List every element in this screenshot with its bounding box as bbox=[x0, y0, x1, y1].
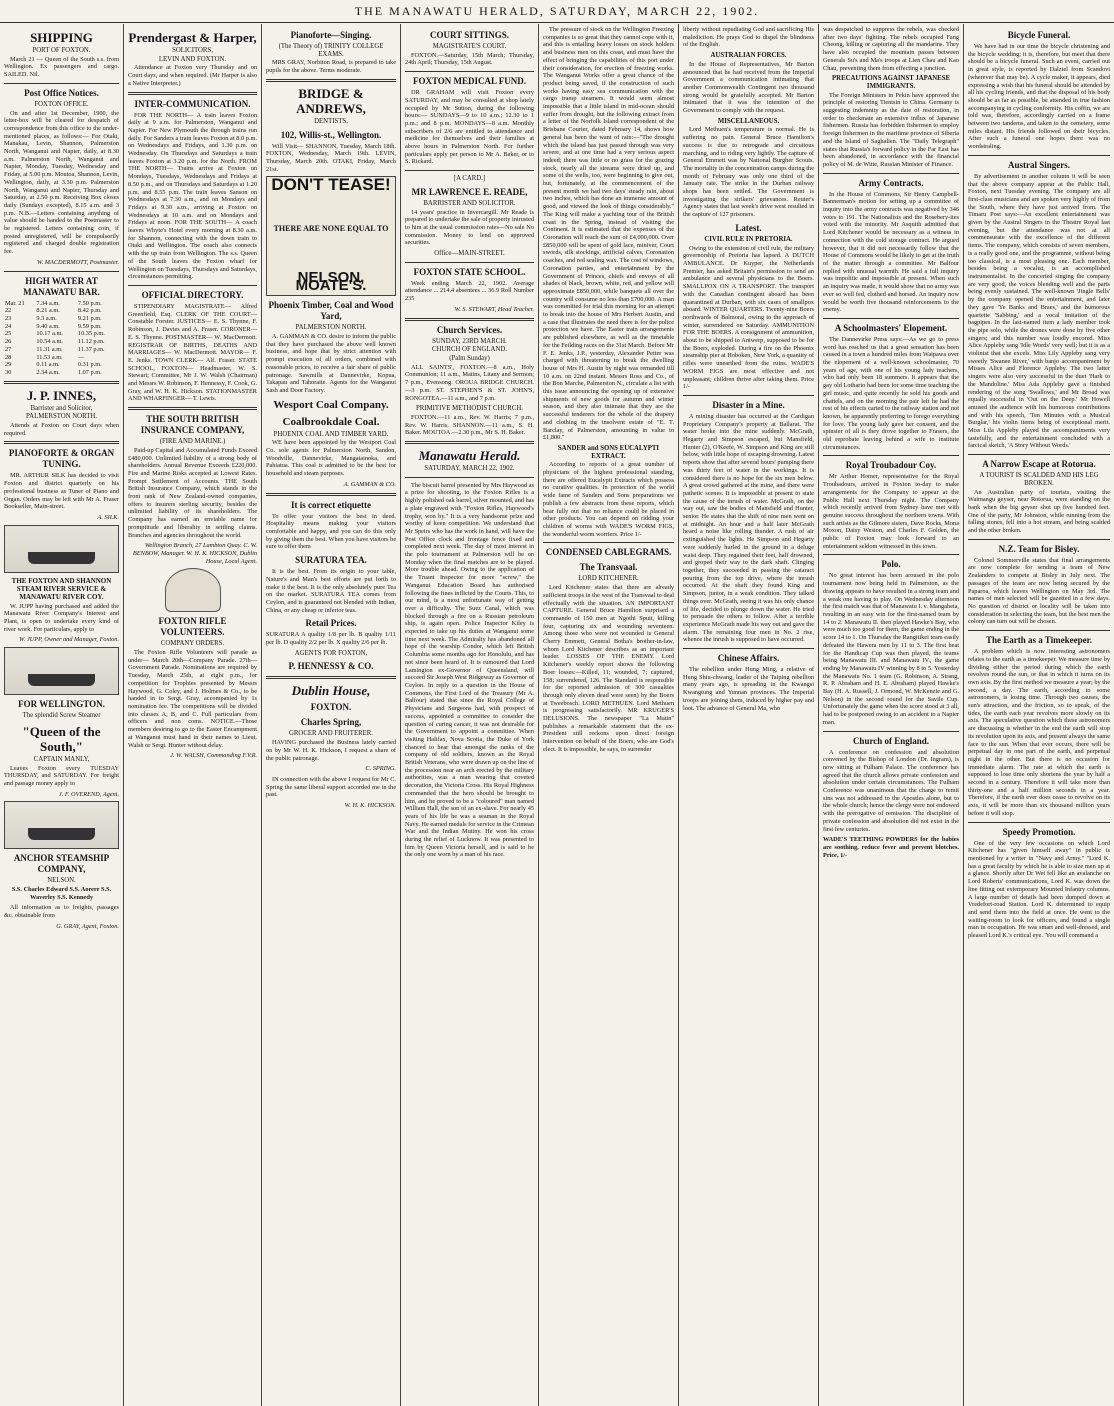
south-british-heading: THE SOUTH BRITISH INSURANCE COMPANY, bbox=[140, 414, 245, 436]
tide-cell: 7.34 a.m. bbox=[36, 299, 60, 307]
coalbrookdale-heading: Coalbrookdale Coal. bbox=[282, 415, 380, 428]
herald-nameplate: Manawatu Herald. bbox=[418, 448, 521, 464]
divider bbox=[4, 441, 119, 444]
tide-row bbox=[4, 361, 119, 369]
river-steamer-illustration bbox=[4, 525, 119, 573]
westport-coal-sub: PHOENIX COAL AND TIMBER YARD. bbox=[273, 430, 389, 438]
south-british-signature: Wellington Branch, 27 Lambton Quay. C. W. BENBOW, Manager. W. H. K. HICKSON, Dublin House, Local Agent. bbox=[132, 542, 257, 565]
post-office-heading: Post Office Notices. bbox=[24, 87, 99, 98]
suratura-text: It is the best. From its origin to your table, Nature's and Man's best efforts are put forth to make it the best. It is the only absolutely pure Tea on the market. SURATURA TEA comes from Ceylon, and is guaranteed not blended with Indian, China, or any cheap or inferior teas. bbox=[266, 568, 396, 614]
inter-communication-heading: INTER-COMMUNICATION. bbox=[134, 98, 251, 109]
tide-cell: 24 bbox=[5, 322, 12, 330]
dublin-house-trade: GROCER AND FRUITERER. bbox=[288, 730, 374, 738]
prendergast-sub: SOLICITORS, bbox=[172, 47, 213, 54]
tide-row bbox=[4, 338, 119, 346]
latest-text: Owing to the extension of civil rule, the military governorship of Pretoria has lapsed. A DUTCH AMBULANCE. Dr Kuyper, the Netherlands Premier, has asked Britain's permission to send an ambulance and several physicians to the Boers. SMALLPOX ON A TRANSPORT. The transport with the Canadian contingent aboard has been quarantined at Durban, with six cases of smallpox aboard. WINTER QUARTERS. Twenty-nine Boers northwards of Balmoral, owing to the approach of winter, surrendered on Saturday. AMMUNITION FOR THE BOERS. A consignment of ammunition, about to be shipped to Antwerp, supposed to be for the Boers, exploded. During a fire on the Phoenix steamship pier at Hoboken, New York, a quantity of rifles were unearthed from the ruins. WADE'S WORM FIGS are most effective and not unpleasant; children thrive after taking them. Price 1/- bbox=[683, 244, 814, 391]
transvaal-text: Lord Kitchener states that there are already sufficient troops in the west of the Transvaal to deal effectually with the situation. AN IMPORTANT CAPTURE. General Bruce Hamilton surprised a commando of 150 men at Ngothi Spuit, killing four, capturing six and wounding seventeen. Among those who were not wounded is General Cherry Emmett, General Botha's brother-in-law, whom Lord Kitchener describes as an important leader. LOSSES OF THE ENEMY. Lord Kitchener's weekly report shows the following Boer losses:—Killed, 11; wounded, 7; captured, 158; surrendered, 126. The Standard is responsible for the reported admission of 300 casualties through only eleven dead were seen) by the Boers at Tweebosch. LORD METHUEN. Lord Methuen is progressing satisfactorily. MR KRUGER'S DELUSIONS. The newspaper "La Matin" publishes a remarkable statement that the ex-President still reckons upon direct foreign intervention on behalf of the Boers, who are God's elect. It is impossible, he says, to surrender bbox=[543, 584, 674, 753]
cablegrams-heading: CONDENSED CABLEGRAMS. bbox=[545, 547, 672, 558]
tide-cell: 11.37 p.m. bbox=[77, 345, 105, 353]
suratura-heading: SURATURA TEA. bbox=[295, 555, 367, 566]
queen-text: Leaves Foxton every TUESDAY THURSDAY, and SATURDAY. For freight and passage money apply to bbox=[4, 764, 119, 787]
column-4 bbox=[401, 24, 539, 1406]
speedy-promotion-text: One of the very few occasions on which Lord Kitchener has "given himself away" in public is mentioned by a writer in "Navy and Army." "Lord K. has a great faculty by which he is able to size men up at a glance. Shortly after Dr Wet fell like an avalanche on Lord Roberts' communications, Lord K. was down the line fitting out extemporary Mounted Infantry columns. A large number of details had been dumped down at Vredefort-road Station. Lord K. determined to equip and send them into the field at once. He went to the waiting-room to look for officers, and found a single man in occupation. He was smart and well-dressed, and pleased Lord K.'s critical eye. 'You will command a bbox=[968, 839, 1110, 940]
tide-heading: HIGH WATER AT MANAWATU BAR. bbox=[23, 275, 100, 297]
rifle-volunteers-signature: J. W. WALSH, Commanding F.V.R. bbox=[170, 752, 257, 760]
river-service-text: W. JUPP having purchased and added the Manawatu River Company's Interest and Plant, is open to undertake every kind of river work. For particulars, apply to bbox=[4, 602, 119, 633]
divider bbox=[405, 170, 534, 171]
bridge-andrews-address: 102, Willis-st., Wellington. bbox=[280, 129, 382, 140]
tide-cell: 9.59 p.m. bbox=[77, 322, 102, 330]
tide-cell: Mar. 21 bbox=[5, 299, 25, 307]
tide-cell: 11.12 p.m. bbox=[77, 338, 105, 346]
tide-cell: 9.3 a.m. bbox=[36, 314, 57, 322]
card-label: [A CARD.] bbox=[453, 175, 486, 183]
reade-text: 14 years' practice in Invercargill. Mr Reade is prepared to undertake the sale of property intrusted to him at the usual commission rates—No sale No commission. Money to lend on approved securities. bbox=[405, 208, 534, 247]
bicycle-funeral-text: We have had in our time the bicycle christening and the bicycle wedding; it is, therefore, but meet that there should be a bicycle funeral. Such an event, carried out in great style, is reported by Dalziel from Scandovi (wherever that may be). A cycle maker, it appears, died expressing a wish that his funeral should be attended by all his cycling friends, and that the disposal of his body should be as far as possible, be attended in true fashion accompanying in cycling conformity. His coffin, we are told was, therefore, accordingly carried on a frame between two tandems, and taken to the cemetery, some miles distant. His friends followed on their bicycles. After such a funeral one hopes there was no wordstraling. bbox=[968, 43, 1110, 151]
official-directory-text: STIPENDIARY MAGISTRATE— Alfred Greenfield, Esq. CLERK OF THE COURT— Constable Forster. JUSTICES— E. S. Thynne, F. Robinson, J. Davies and A. Fraser. CORONER— E. S. Thynne. POSTMASTER— W. MacDermott. REGISTRAR OF BIRTHS, DEATHS AND MARRIAGES— W. MacDermott. MAYOR— F. E. Jenks. TOWN CLERK— Alf. Fraser. STATE SCHOOL, FOXTON— Headmaster, W. S. Stewart; Committee, Mr J. W. Walsh (Chairman) and Messrs W. Robinson, F. Hennessy, F. Cook, G. Gray, and W. H. K. Hickson. STATIONMASTER AND WHARFINGER— T. Lewis. bbox=[128, 302, 257, 403]
tide-row bbox=[4, 307, 119, 315]
pianoforte-sub: (The Theory of) TRINITY COLLEGE EXAMS. bbox=[278, 43, 384, 58]
phoenix-timber-text: A. GAMMAN & CO. desire to inform the public that they have purchased the above well known business, and hope that by strict attention with prompt execution of all orders, combined with reasonable prices, to receive a fair share of public patronage. Sawmills at Dannevirke, Kopua, Takapau and Tahoraite. Agents for the Wanganui Sash and Door Factory. bbox=[266, 333, 396, 394]
piano-tuning-heading: PIANOFORTE & ORGAN TUNING. bbox=[8, 448, 115, 470]
column-3 bbox=[262, 24, 401, 1406]
state-school-heading: FOXTON STATE SCHOOL. bbox=[413, 266, 526, 277]
dublin-house-heading: Dublin House, bbox=[291, 683, 371, 699]
divider bbox=[405, 477, 534, 478]
tide-cell: 1.07 p.m. bbox=[77, 368, 102, 376]
divider bbox=[823, 173, 959, 174]
schoolmaster-elopement-text: The Dannevirke Press says:—As we go to press word has reached us that a great sensation has been caused in a town a hundred miles from Waipawa over the elopement of a well-known schoolmaster, 70 years of age, with one of his young lady teachers, who had only been 18 summers. It appears that the gay old Lothario had been for some time teaching the girl music, and quite recently he sold his goods and chattels, and on the morning the pair left he had the rest of his effects carted to the railway station and not known, he apparently preferring to forego everything for love. The young lady gave her consent, and the spinster of all is they drove together to Frasers, the old reprobate leaving behind a wife to institute circumstances. bbox=[823, 335, 959, 451]
divider bbox=[4, 271, 119, 272]
australian-forces-heading: AUSTRALIAN FORCES. bbox=[710, 52, 787, 60]
tide-cell: 23 bbox=[5, 314, 12, 322]
narrow-escape-text: An Australian party of tourists, visiting the Waimangu geyser, near Rotorua, were standing on the bank when the big geyser shot up five hundred feet. One of the party, Mr Johnston, while running from the falling stones, fell into a hot stream, and being scalded and the other broken. bbox=[968, 488, 1110, 535]
tide-cell: 8.21 a.m. bbox=[36, 307, 60, 315]
tide-cell: 25 bbox=[5, 330, 12, 338]
polo-heading: Polo. bbox=[881, 559, 901, 570]
tide-cell: 9.21 p.m. bbox=[77, 314, 102, 322]
tide-cell: 11.53 a.m. bbox=[36, 353, 63, 361]
divider bbox=[266, 676, 396, 679]
kitchener-heading: LORD KITCHENER. bbox=[578, 575, 639, 583]
divider bbox=[4, 381, 119, 384]
court-sittings-text: FOXTON.—Saturday, 15th March; Thursday, 24th April; Thursday, 15th August. bbox=[405, 51, 534, 67]
column-1 bbox=[0, 24, 124, 1406]
earth-timekeeper-text: A problem which is now interesting astronomers relates to the earth as a timekeeper. We measure time by dividing either the period during which the earth revolves round the sun, or that in which it turns on its own axis. By the first method we measure a year; by the second, a day. The earth, according to some astronomers, is losing time. Through two causes, the sun's attraction, and the friction, so to speak, of the tides, the earth each year revolves more slowly on its axis. The speculative question which these astronomers are discussing is whether in the end the earth will stop its revolution upon its axis, and present always the same face to the sun. When that ever occurs, there will be perpetual day in one part of the earth, and perpetual night in the other. But there is no occasion for immediate alarm. The rate at which the earth is supposed to lose time only shortens the year by half a second in a century. Therefore it will take more than thirty-one and a half million seconds in a year. Therefore, if the earth ever does cease to revolve on its axis, it will be more than six thousand million years before it will stop. bbox=[968, 648, 1110, 817]
tide-row bbox=[4, 315, 119, 323]
shipping-subheading: PORT OF FOXTON. bbox=[32, 47, 91, 54]
church-of-england-text: A conference on confession and absolution convened by the Bishop of London (Dr. Ingram), is now sitting at Fulham Palace. The conference has agreed that the church allows private confession and absolution under certain circumstances. The Fulham Conference was unanimous that the charge to remit sins was not addressed to the Apostles alone, but to the whole church; hence the clergy were not endowed with the prerogative of remission. The discipline of private confession and absolution did not exist in the first few centuries. bbox=[823, 748, 959, 833]
agents-sub: AGENTS FOR FOXTON, bbox=[294, 649, 368, 657]
tide-cell: 27 bbox=[5, 345, 12, 353]
retail-prices-text: SURATURA A quality 1/8 per lb. B quality 1/11 per lb. D quality 2/2 per lb. X quality 2/6 per lb. bbox=[266, 631, 396, 647]
retail-prices-heading: Retail Prices. bbox=[305, 618, 357, 629]
post-office-subheading: FOXTON OFFICE. bbox=[34, 100, 89, 108]
anchor-ships: S.S. Charles Edward S.S. Aorere S.S. Waverley S.S. Kennedy bbox=[11, 886, 112, 901]
prendergast-heading: Prendergast & Harper, bbox=[128, 30, 257, 45]
column-5 bbox=[539, 24, 679, 1406]
queen-of-the-south-heading: "Queen of the South," bbox=[22, 723, 101, 754]
rifle-volunteers-heading: FOXTON RIFLE VOLUNTEERS. bbox=[158, 616, 227, 638]
anchor-heading: ANCHOR STEAMSHIP COMPANY, bbox=[13, 853, 110, 875]
palm-sunday: (Palm Sunday) bbox=[449, 354, 490, 362]
divider bbox=[405, 441, 534, 444]
state-school-text: Week ending March 22, 1902. Average attendance ... 214.4 absentees ... 36.9 Roll Number 235 bbox=[405, 279, 534, 303]
divider bbox=[128, 285, 257, 286]
article-text: The pressure of stock on the Wellington Freezing companies is so great that they cannot cope with it, and this is entailing heavy losses on stock holders and business men on this coast, and must have the effect of bringing the capabilities of this port under their consideration, for erection of freezing works. The Wanganui Works offer a great chance of the product being saved, if the construction of such works having easy sea communication with the cargo tramp steamers. It would seem almost impossible that a little island in mid-ocean should suffer from drought, but the following extract from a letter of the Norfolk Island correspondent of the Brisbane Courier, dated February 14, shows how general has been the want of rain:—"The drought which the island has just passed through was very severe, and at one time had a very serious aspect indeed; there was little or no grass for the grazing stock, nearly all the streams were dried up, and some of the wells, too, were beginning to give out, but, fortunately, at the commencement of the present month we had two days' steady rain, about two inches, which has done an immense amount of good, and viewed the look of things considerably." The King will make a yachting tour of the British coast in the Spring, instead of visiting the Continent. It is estimated that the expenses of the Coronation will reach the sum of £4,000,000. Over £850,000 will be spent of gold lace, miniver, Court swords, silk stockings, artificial calves, Coronation coaches, and red sealing wax. The cost of windows, Coronation parties, and entertainment by the Government of Princes, chiefs and envoys of all shades of black, brown, white, red, and yellow will approximate £850,000, while banquets all over the country will consume no less than £700,000. A man was committed for trial this morning for an attempt to break into the house of Mrs Herbert Austin, and a case that illustrates the need there is for the police protection we have. The Easter train arrangements are published elsewhere, as well as the timetable for the Feilding races on the 31st March. Before Mr F. E. Jenks, J.P., yesterday, Alexander Petter was charged with threatening to break the dwelling house of Mrs H. Austin by night was remanded till 10 a.m. on 22nd instant. Messrs Ross and Co., of the Bon Marche, Palmerston N., circulate a list with this issue announcing the opening up of extensive shipments of new goods for autumn and winter season, and they also intimate that they are the successful tenderers for the whole of the drapery and clothing in the insolvent estate of "E. T. Barclay, of Palmerston, amounting in value to £1,800." bbox=[543, 26, 674, 442]
bridge-andrews-sub: DENTISTS, bbox=[314, 117, 348, 125]
divider bbox=[266, 493, 396, 496]
divider bbox=[683, 395, 814, 396]
herald-date: SATURDAY, MARCH 22, 1902. bbox=[424, 465, 515, 473]
teething-powders-advert: WADE'S TEETHING POWDERS for the babies are soothing, reduce fever and prevent blotches. Price, 1/- bbox=[823, 836, 959, 859]
australian-forces-text: In the House of Representatives, Mr Barton announced that he had received from the Imperial Government a communication intimating that another Commonwealth Contingent two thousand strong would be gratefully accepted. Mr Barton intimated that it was the intention of the Government to comply with the request. bbox=[683, 60, 814, 115]
tide-cell: 10.17 a.m. bbox=[36, 330, 63, 338]
queen-signature: J. F. OVEREND, Agent. bbox=[58, 790, 119, 798]
reade-sub: BARRISTER AND SOLICITOR. bbox=[423, 199, 516, 207]
captain-name: CAPTAIN MANLY, bbox=[33, 755, 90, 763]
latest-heading: Latest. bbox=[735, 222, 762, 233]
pianoforte-heading: Pianoforte—Singing. bbox=[290, 30, 372, 40]
medical-fund-heading: FOXTON MEDICAL FUND. bbox=[412, 76, 527, 87]
dont-tease-advert bbox=[266, 176, 396, 296]
innes-name: J. P. INNES, bbox=[26, 387, 97, 403]
divider bbox=[823, 731, 959, 732]
steamer-illustration bbox=[4, 647, 119, 695]
dont-tease-middle: THERE ARE NONE EQUAL TO bbox=[273, 224, 389, 234]
dublin-house-place: FOXTON. bbox=[310, 702, 352, 713]
divider bbox=[968, 155, 1110, 156]
reade-office: Office—MAIN-STREET. bbox=[434, 250, 505, 258]
bisley-team-text: Colonel Sommerville states that final arrangements are now complete for sending a team of New Zealanders to compete at Bisley in July next. The passages of the team are now being secured by the Paparoa, which leaves Wellington on May 3rd. The names of men selected will be gazetted in a few days. No question of district or locality will be taken into consideration in selecting the team, but the best men the colony can turn out will be chosen. bbox=[968, 556, 1110, 626]
tide-cell: 28 bbox=[5, 353, 12, 361]
piano-tuning-text: MR. ARTHUR SILK has decided to visit Foxton and district quarterly on his professional business as Tuner of Piano and Organ. Orders may be left with Mr A. Fraser Bookseller, Main-street. bbox=[4, 472, 119, 511]
column-2 bbox=[124, 24, 262, 1406]
bicycle-funeral-heading: Bicycle Funeral. bbox=[1007, 30, 1071, 40]
methodist-text: FOXTON.—11 a.m., Rev. W. Harris; 7 p.m., Rev. W. Harris. SHANNON.—11 a.m., S. H. Baker. MOUTOA.—2.30 p.m., Mr S. H. Baker. bbox=[405, 413, 534, 437]
transvaal-heading: The Transvaal. bbox=[579, 562, 638, 573]
shipping-heading: SHIPPING bbox=[30, 30, 93, 45]
divider bbox=[968, 822, 1110, 823]
dublin-house-note: IN connection with the above I request for Mr C. Spring the same liberal support accorded me in the past. bbox=[266, 775, 396, 799]
wellington-heading: FOR WELLINGTON. bbox=[18, 699, 105, 710]
tide-row bbox=[4, 369, 119, 377]
post-office-signature: W. MACDERMOTT, Postmaster. bbox=[36, 258, 119, 266]
divider bbox=[823, 455, 959, 456]
tide-cell: 0.31 p.m. bbox=[77, 361, 102, 369]
chinese-affairs-heading: Chinese Affairs. bbox=[717, 653, 780, 664]
article-continuation: was despatched to suppress the rebels, was checked after two days' fighting. The rebels occupied Fang Cheong, killing or capturing all the mandarins. They have also occupied the mountain passes between Generals Su's and Ma's troops at Lien Chau and Kao Chau, preventing them from effecting a junction. bbox=[823, 26, 959, 72]
dont-tease-headline: DON'T TEASE! bbox=[271, 175, 391, 195]
innes-role: Barrister and Solicitor, bbox=[30, 404, 93, 412]
tide-cell: — bbox=[77, 353, 85, 361]
anchor-steamer-illustration bbox=[4, 801, 119, 849]
tide-row bbox=[4, 300, 119, 308]
divider bbox=[683, 648, 814, 649]
speedy-promotion-heading: Speedy Promotion. bbox=[1002, 826, 1076, 837]
bridge-andrews-heading: BRIDGE & ANDREWS, bbox=[296, 85, 366, 116]
westport-coal-signature: A. GAMMAN & CO. bbox=[343, 480, 396, 488]
tide-cell: 9.40 a.m. bbox=[36, 322, 60, 330]
church-services-heading: Church Services. bbox=[436, 324, 503, 335]
church-services-text: ALL SAINTS', FOXTON.—8 a.m., Holy Communion; 11 a.m., Matins, Litany and Sermon; 7 p.m., Evensong. OROUA BRIDGE CHURCH.—3 p.m. ST. STEPHEN'S & ST. JOHN'S, RONGOTEA.—11 a.m., and 7 p.m. bbox=[405, 363, 534, 402]
tide-row bbox=[4, 354, 119, 362]
austral-singers-text: By advertisement in another column it will be seen that the above company appear at the Public Hall, Foxton, next Tuesday evening. The company are all first-class musicians and are spoken very highly of from the South, where they have just arrived from. The Timaru Post says:—An excellent entertainment was given by the Austral Singers in the Theatre Royal last evening, but the attendance was not at all commensurate with the excellence of the different items. The company, which consists of seven members, is a really good one, and the programme, without being too classical, is a most pleasing one. Each member, besides being a vocalist, is an accomplished instrumentalist. In the concerted singing the company are very good, the voices blending well and the parts being evenly sustained. The well-known 'Jingle Bells' by the company opened the entertainment, and later they gave 'Ye Banks and Braes,' and the humorous quartette 'Sabbing,' and a vocal imitation of the bagpipes. In the last-named item a lady member took the pipe solo, while the drones were done by five other singers; and this number was loudly encored. Miss Alice Appleby sang 'Idle Words' very well; but it is as a violinist that she excels. Miss Lily Appleby sang very sweetly 'Swanee River,' with banjo accompaniment by Misses Alice and Florence Appleby. The two latter singers were also very successful in the duet 'Hark to the Mandoline.' Miss Ada Appleby gave a finished rendering of the song 'Swallows,' and Mr Broad was equally successful in 'Out on the Deep.' Mr Howell amused the audience with his humorous contributions and with his speech, 'Ten Minutes with a Musical Burglar,' his violin items being of exceptional merit. Miss Lila Appleby played the accompaniments very tastefully, and the entertainment concluded with a farcical sketch, 'A Story Without Words.' bbox=[968, 172, 1110, 450]
eucalypti-text: According to reports of a great number of physicians of the highest professional standing, there are offered Eucalypti Extracts which possess no curative qualities. In protection of the world wide fame of Sanders and Sons preparations we publish a few abstracts from these reports, which bear fully out that no reliance could be placed in other products. You can depend on ridding your children of worms with WADE'S WORM FIGS, the wonderful worm worriers. Price 1/- bbox=[543, 461, 674, 538]
divider bbox=[128, 92, 257, 95]
westport-coal-heading: Wesport Coal Company. bbox=[273, 398, 389, 411]
divider bbox=[968, 539, 1110, 540]
river-service-signature: W. JUPP, Owner and Manager, Foxton. bbox=[19, 636, 119, 644]
rifle-volunteers-text: The Foxton Rifle Volunteers will parade as under— March 20th—Company Parade. 27th—Government Parade. Nominations are required by Tuesday, March 25th, at eight p.m., for competition for Trophies presented by Messrs Haywood, G. Coley, and J. Holmes & Co., to be handed in to Sergt. Gray, accompanied by 1s nomination fee. The competitions will be divided into classes A, B, and C. Full particulars from officers and non coms. NOTICE.—Those members desiring to go to the Easter Encampment at Wanganui must hand in their names to Lieut. Walsh or Sergt. Hunter without delay. bbox=[128, 649, 257, 749]
crest-illustration bbox=[165, 568, 221, 612]
tide-cell: 8.42 p.m. bbox=[77, 307, 102, 315]
reade-heading: MR LAWRENCE E. READE, bbox=[411, 186, 528, 197]
state-school-signature: W. S. STEWART, Head Teacher. bbox=[454, 305, 534, 313]
masthead: THE MANAWATU HERALD, SATURDAY, MARCH 22, 1902. bbox=[0, 0, 1114, 23]
methodist-heading: PRIMITIVE METHODIST CHURCH. bbox=[416, 405, 523, 413]
polo-text: No great interest has been aroused in the polo tournament now being held in Palmerston, as the drawing appears to have resulted in a strong team and a weak one having to play. On Wednesday afternoon the first match was that of Manawatu I. v. Mangaheia, resulting in an easy win for the first-named team by 14 to 2. Manawatu II. then played Hawke's Bay, who were much too good for them, the game ending in the score 14 to 1. On Thursday the Rangitikei team easily defeated the Hawera men by 11 to 3. The first heat for the Handicap Cup was then played, the teams being Manawatu III. and Manawatu IV., the game ending by Manawatu IV winning by 8 to 5. Yesterday the Manawatu No. 1 team (G. Robinson, A. Strang, R. P. Abraham and H. E. Abraham) played Hawke's Bay (H. A. Russell, J. Ormond, W. McKenzie and G. Nelson) in the second round for the Savile Cup. Unfortunately the game when the score stood at 3 all, had to be postponed owing to an accident to a Napier man. bbox=[823, 572, 959, 726]
south-british-sub: (FIRE AND MARINE.) bbox=[159, 438, 226, 446]
court-sittings-sub: MAGISTRATE'S COURT. bbox=[432, 43, 507, 50]
piano-tuning-signature: A. SILK. bbox=[97, 513, 119, 521]
mine-disaster-heading: Disaster in a Mine. bbox=[712, 399, 785, 410]
column-8 bbox=[964, 24, 1114, 1406]
bisley-team-heading: N.Z. Team for Bisley. bbox=[998, 543, 1080, 554]
narrow-escape-heading: A Narrow Escape at Rotorua. bbox=[982, 459, 1096, 470]
divider bbox=[405, 262, 534, 263]
japanese-immigrants-heading: PRECAUTIONS AGAINST JAPANESE IMMIGRANTS. bbox=[832, 75, 950, 90]
royal-troubadour-text: Mr Arthur Homer, representative for the Royal Troubadours, arrived in Foxton to-day to make arrangements for the Company to appear at the Public Hall next Thursday night. The Company which recently arrived from Sydney have met with genuine success throughout the northern towns. With such artists as the Gilmore sisters, Dave Rocks, Mona Moxon, Daisy Weston, and Charles F. Golden, the public of Foxton may look forward to an entertainment seldom witnessed in this town. bbox=[823, 473, 959, 550]
earth-timekeeper-heading: The Earth as a Timekeeper. bbox=[985, 635, 1093, 646]
tide-cell: 29 bbox=[5, 361, 12, 369]
austral-singers-heading: Austral Singers. bbox=[1007, 159, 1070, 170]
tide-row bbox=[4, 330, 119, 338]
anchor-signature: G. GRAY, Agent, Foxton. bbox=[56, 922, 119, 930]
innes-text: Attends at Foxton on Court days when required. bbox=[4, 422, 119, 437]
tide-cell: 10.35 p.m. bbox=[77, 330, 105, 338]
medical-fund-text: DR GRAHAM will visit Foxton every SATURDAY, and may be consulted at shop lately occupied by Mr Sutton, during the following hours:— SUNDAYS—9 to 10 a.m.; 12.30 to 1 p.m.; and 8 p.m. MONDAYS—8 a.m. Monthly subscribers of 2/6 are entitled to attendance and medicine for themselves and their families at above hours in Palmerston North. For further particulars apply per person to Mr A. Baker, or to S. Rickard. bbox=[405, 89, 534, 166]
tide-cell: 0.11 a.m. bbox=[36, 361, 60, 369]
local-news-text: The biscuit barrel presented by Mrs Haywood as a prize for shooting, to the Foxton Rifles is a highly polished oak barrel, silver mounted, and has a plate engraved with "Foxton Rifles, Haywood's trophy, won by." It is a very handsome prize and worthy of keen competition. We understand that Mr Speirs who has the work in hand, will have the Post Office clock and frontage fence fixed and completed next week. The day of most interest in the polo tournament at Palmerston will be on Monday when the final matches are to be played. More trouble ahead. Owing to the application of the Truant Inspector for more "screw," the Wanganui Education Board has authorised following the fines inflicted by the Courts. This, to our mind, is a most unfortunate way of getting over a difficulty. The Suez Canal, which was blocked through a fire on a Russian petroleum ship, is again open. Police Inspector Kiley is expected to take up his duties at Wanganui some time next week. The Admiralty has abandoned all hope of the warship Condor, which left British Columbia some months ago for Honolulu, and has not since been heard of. It is rumoured that Lord Lamington ex-Governor of Queensland, will succeed Sir Joseph West Ridgeway as Governor of Ceylon. In reply to a question in the House of Commons, the First Lord of the Treasury (Mr A. Balfour) stated that since the Royal College of Physicians and Surgeons had, with prospect of success, appointed a committee to consider the question of curing cancer, it was not desirable for the Government to appoint a committee. When visiting Halifax, Nova Scotia, the Duke of York chanced to hear that amongst the ranks of the company of old soldiers, known as the Royal British Veterans, who were drawn up on the line of the procession near an arch erected by the military authorities, was a man wearing that coveted decoration, the Victoria Cross. His Royal Highness commanded that the hero should be brought to him, and he proved to be a "coloured" man named William Hall, the son of an ex-slave. For nearly 45 years of his life he was a seaman in the Royal Navy. He earned medals for service in the Crimean War and the Indian Mutiny. He won his cross during the relief of Lucknow. It was presented to him by Queen Victoria herself, and is said to be the only one worn by a man of his race. bbox=[405, 481, 534, 859]
divider bbox=[405, 318, 534, 321]
divider bbox=[266, 79, 396, 82]
divider bbox=[4, 83, 119, 84]
innes-place: PALMERSTON NORTH. bbox=[26, 413, 97, 421]
chinese-affairs-text: The rebellion under Hung Ming, a relative of Hung Shiu-chwang, leader of the Taiping rebellion many years ago, is spreading in the Kwangsi Kwangtung and Yunnan provinces. The Imperial troops are joining them, induced by higher pay and loot. The advance of General Ma, who bbox=[683, 666, 814, 712]
court-sittings-heading: COURT SITTINGS. bbox=[429, 30, 510, 40]
church-of-england-heading: Church of England. bbox=[852, 735, 930, 746]
civil-rule-heading: CIVIL RULE IN PRETORIA. bbox=[704, 235, 793, 243]
columns bbox=[0, 24, 1114, 1406]
narrow-escape-sub: A TOURIST IS SCALDED AND HIS LEG BROKEN. bbox=[979, 472, 1099, 487]
japanese-immigrants-text: The Foreign Ministers in Pekin have approved the principle of restoring Tientsin to China. Germany is suggesting indemnity as the date of restoration, in order to checkmate an extensive influx of Japanese fishermen. Russia has forbidden fishermen to employ foreign fishermen in the maritime province of Siberia and the Island of Saghalien. The "Daily Telegraph" states that Russia's forward policy in the Far East has been abandoned, in accordance with the financial policy of M. de Witte, Russian Minister of Finance. bbox=[823, 91, 959, 168]
schoolmaster-elopement-heading: A Schoolmasters' Elopement. bbox=[834, 322, 948, 333]
tide-cell: 7.50 p.m. bbox=[77, 299, 102, 307]
divider bbox=[968, 630, 1110, 631]
agents-heading: P. HENNESSY & CO. bbox=[288, 661, 374, 672]
dublin-house-name: Charles Spring, bbox=[300, 717, 362, 728]
shipping-text: March 21 — Queen of the South s.s. from Wellington. Ex passengers and cargo. SAILED. Nil. bbox=[4, 55, 119, 79]
tide-cell: 22 bbox=[5, 307, 12, 315]
prendergast-place: LEVIN AND FOXTON. bbox=[158, 55, 227, 63]
nelson-moate-brand: NELSON, MOATE'S. bbox=[295, 268, 367, 294]
etiquette-heading: It is correct etiquette bbox=[290, 499, 372, 510]
dublin-house-note-signature: W. H. K. HICKSON. bbox=[344, 802, 396, 810]
south-british-text: Paid-up Capital and Accumulated Funds Exceed £480,000. Unlimited liability of a strong body of shareholders. Annual Revenue Exceeds £220,000. Fire and Marine Risks accepted at Lowest Rates. Prompt Settlement of Accounts. THE South British Insurance Company, which stands in the front rank of New Zealand-owned companies, offers to insurers sterling security, besides the unlimited liability of its shareholders. The Company has earned an enviable name for promptitude and liberality in settling claims. Branches and agencies throughout the world. bbox=[128, 446, 257, 539]
anchor-text: All information as to freights, passages &c. obtainable from bbox=[4, 904, 119, 920]
divider bbox=[823, 554, 959, 555]
dublin-house-signature: C. SPRING. bbox=[365, 765, 396, 773]
miscellaneous-text: Lord Methuen's temperature is normal. He is suffering no pain. General Bruce Hamilton's success is due to retrograde and circuitous marching, and to riding very lightly. The capture of General Emmett was by National Burgher Scouts. The mortality in the concentration camps during the month of February was only one third of the January rate. The strike in the Durban railway shops has been settled. The Government is investigating the strikers' grievances. Reuter's Agency states that last week's drive west resulted in the capture of 127 prisoners. bbox=[683, 126, 814, 219]
royal-troubadour-heading: Royal Troubadour Coy. bbox=[845, 460, 937, 471]
column-6 bbox=[679, 24, 819, 1406]
pianoforte-text: MRS GRAY, Norbiton Road, is prepared to take pupils for the above. Terms moderate. bbox=[266, 59, 396, 75]
army-contracts-text: In the House of Commons, Sir Henry Campbell-Bannerman's motion for setting up a committee of inquiry into the army contracts was negatived by 346 votes to 191. The Nationalists and the Rosebery-ites voted with the minority. Mr Asquith admitted that Lord Kitchener would be necessary as a witness in connection with the cold storage contract. He argued however, that it did not necessarily follow that the House of Commons would be likely to get at the truth of the matter through a committee. Mr Balfour replied with unusual warmth. He said a full inquiry was impolitic and impossible at present. When such an inquiry was made, it would show that no army was ever so well fed, clothed and horsed. An inquiry now would be worth five thousand reinforcements to the enemy. bbox=[823, 190, 959, 314]
inter-communication-text: FOR THE NORTH— A train leaves Foxton daily at 9 a.m. for Palmerston, Wanganui and Napier. For New Plymouth the through trains run daily. For Sanders a train leaves Foxton at 8.0 p.m. on Wednesdays and Fridays, and 1.30 p.m. on Wednesday. On Thursdays and Saturdays a train leaves Foxton at 3.20 p.m. for the North. FROM THE NORTH— Trains arrive at Foxton on Mondays, Tuesdays, Wednesdays and Fridays at 8.50 p.m., and on Thursdays and Saturdays at 1.20 p.m. and 8.55 p.m. The train leaves Sanson on Wednesdays at 7.30 a.m., and on Mondays and Fridays at 9.30 a.m., arriving at Foxton on Wednesdays at 10 a.m. and on Mondays and Fridays at noon. FOR THE SOUTH— A coach leaves Whyte's Hotel every morning at 8.30 a.m. for Shannon, connecting with the down train to Otaki and Wellington. The coach also connects with the up train from Wellington. The s.s. Queen of the South leaves the Foxton wharf for Wellington on Tuesdays, Thursdays and Saturdays, circumstances permitting. bbox=[128, 111, 257, 281]
rifle-volunteers-sub: COMPANY ORDERS. bbox=[160, 640, 225, 648]
post-office-text: On and after 1st December, 1900, the letter-box will be cleared for despatch of correspondence from this office to the under-mentioned places, as follows:— For Otaki, Manakau, Levin, Shannon, Palmerston North, Wanganui and Napier, daily, at 8.30 a.m. Palmerston North, Wanganui and Napier, Monday, Tuesday, Wednesday and Friday, at 5.00 p.m. Moutoa, Shannon, Levin, Wellington, daily, at 3.30 p.m. Palmerston North, Wanganui and Napier, Thursday and Saturday, at 2.50 p.m. Receiving Box closes daily (Sundays excepted), 8.15 a.m. and 3 p.m. N.B.—Letters containing anything of value should be handed to the Postmaster to be registered. Letters containing coin, if posted unregistered, will be compulsorily registered and charged double registration fee. bbox=[4, 109, 119, 256]
official-directory-heading: OFFICIAL DIRECTORY. bbox=[141, 289, 244, 300]
eucalypti-heading: SANDER and SONS EUCALYPTI EXTRACT. bbox=[557, 444, 660, 460]
phoenix-timber-heading: Phoenix Timber, Coal and Wood Yard, bbox=[268, 300, 394, 322]
mine-disaster-text: A mining disaster has occurred at the Cardigan Proprietary Company's property at Ballarat. The water broke into the mine suddenly. McGrath, Hegarty and Simpson escaped, but Mansfield, Hunter (2), O'Keefe, W. Simpson and King are still below, with little hope of escaping drowning. Latest reports show that after several hours' pumping there was thirty feet of water in the workings. It is considered there is no hope for the six men below. A great crowd gathered at the mine, and there were pathetic scenes. It is impossible at present to state the cause of the inrush of water. McGrath, on the way out, saw the bodies of Mansfield and Hunter, senior. He states that the shift of nine men went on at midnight. An hour and a half later McGrath heard a noise like rolling thunder. A rush of air extinguished the lights. He Simpson and Hegarty were suddenly hurled in the ground in a deluge waist deep. They regained their feet, half drowned, and groped their way to the dark shaft. Clinging together, they succeeded in passing the cataract pouring from the top drive, where the inrush occurred. At the shaft they found King and Simpson, junior, in a weak condition. They talked things over. McGrath, seeing it was his only chance of life, decided to plunge down the water. He tried to persuade the others to follow. After a terrible experience McGrath made his way out and gave the alarm. The remaining four men in No. 2 rise, whence the inrush is supposed to have occurred. bbox=[683, 412, 814, 644]
tide-table bbox=[4, 300, 119, 377]
prendergast-text: Attendance at Foxton very Thursday and on Court days, and when required. (Mr Harper is also a Native Interpreter.) bbox=[128, 64, 257, 87]
army-contracts-heading: Army Contracts. bbox=[858, 177, 924, 188]
tide-cell: 11.31 a.m. bbox=[36, 345, 63, 353]
tide-cell: 10.54 a.m. bbox=[36, 338, 63, 346]
anchor-place: NELSON. bbox=[47, 877, 76, 885]
church-services-date: SUNDAY, 23RD MARCH. bbox=[432, 337, 507, 345]
church-of-england-sub: CHURCH OF ENGLAND. bbox=[432, 346, 507, 354]
dublin-house-text: HAVING purchased the Business lately carried on by Mr W. H. K. Hickson, I request a share of the public patronage. bbox=[266, 739, 396, 762]
column-7 bbox=[819, 24, 964, 1406]
tide-row bbox=[4, 323, 119, 331]
divider bbox=[968, 454, 1110, 455]
tide-cell: 26 bbox=[5, 338, 12, 346]
westport-coal-text: WE have been appointed by the Westport Coal Co. sole agents for Palmerston North, Sandon, Woodville, Dannevirke, Mangatainoka, and Pahiatua. This coal is admitted to be the best for household and steam purposes. bbox=[266, 439, 396, 478]
divider bbox=[128, 407, 257, 410]
miscellaneous-heading: MISCELLANEOUS. bbox=[717, 117, 780, 125]
queen-subheading: The splendid Screw Steamer bbox=[22, 712, 101, 720]
divider bbox=[543, 542, 674, 543]
bridge-andrews-text: Will Visit— SHANNON, Tuesday, March 18th. FOXTON, Wednesday, March 19th. LEVIN, Thursday, March 20th. OTAKI, Friday, March 21st. bbox=[266, 142, 396, 173]
river-service-heading: THE FOXTON AND SHANNON STEAM RIVER SERVICE & MANAWATU RIVER COY. bbox=[11, 576, 112, 601]
tide-cell: 2.34 a.m. bbox=[36, 368, 60, 376]
tide-row bbox=[4, 346, 119, 354]
phoenix-timber-place: PALMERSTON NORTH. bbox=[295, 324, 367, 332]
article-continuation: liberty without repudiating God and sacrificing His malediction. He prays God to dispel the blindness of the English. bbox=[683, 26, 814, 49]
divider bbox=[823, 318, 959, 319]
divider bbox=[405, 71, 534, 72]
tide-cell: 30 bbox=[5, 368, 12, 376]
etiquette-text: To offer your visitors the best in deed. Hospitality means making your visitors comfortable and happy, and you can do this only by giving them the best. When you have visitors be sure to offer them bbox=[266, 512, 396, 551]
